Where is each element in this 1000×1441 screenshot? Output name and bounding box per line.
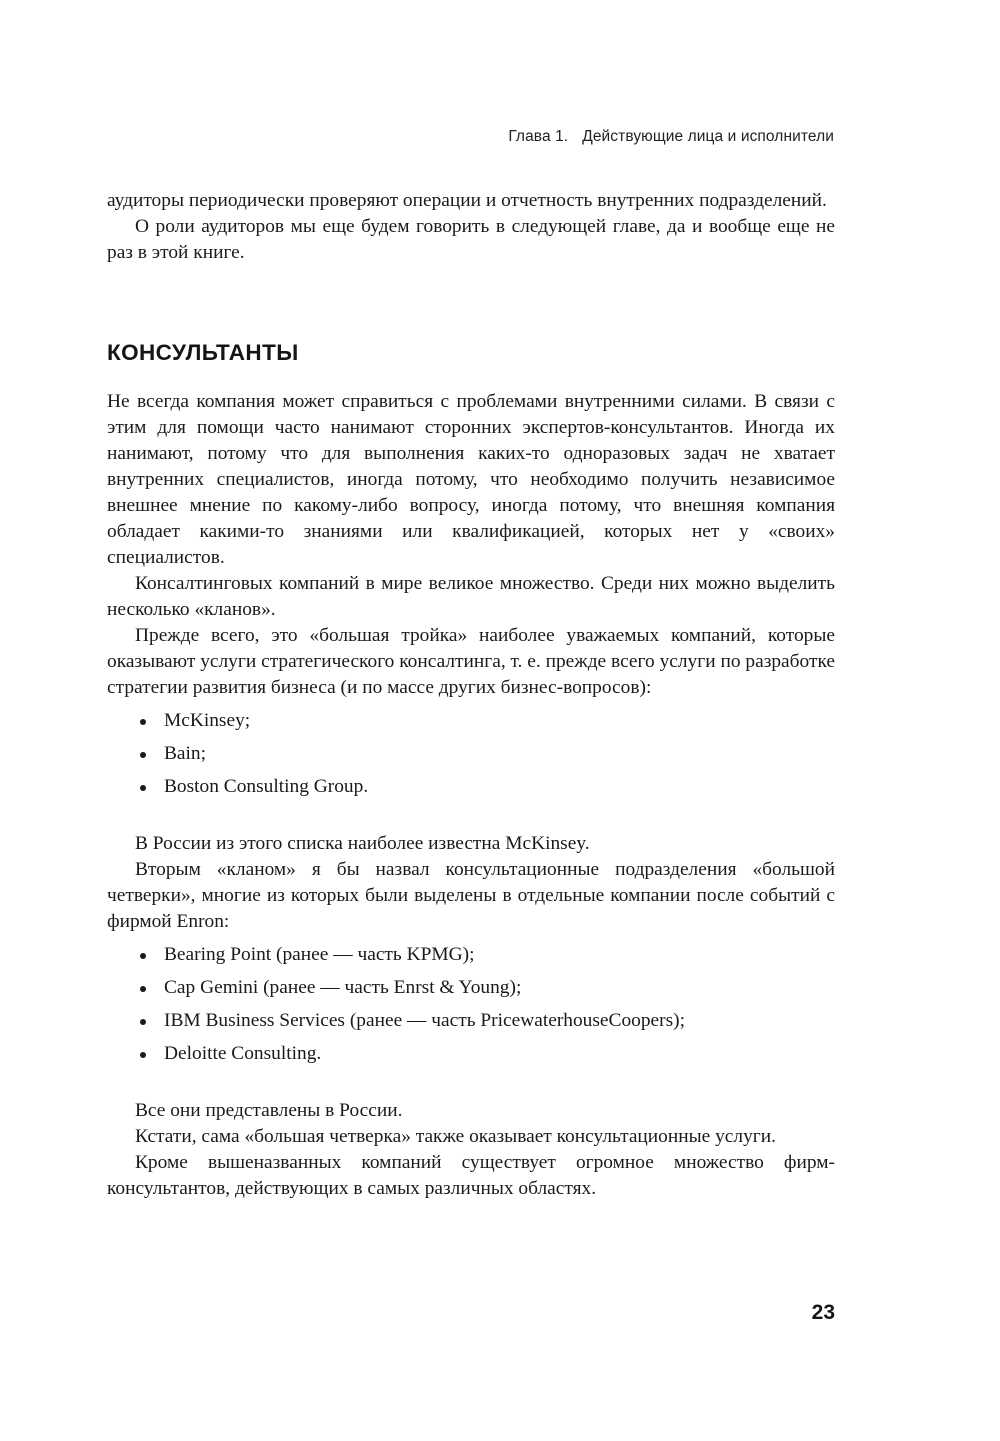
list-item [107,975,835,1008]
bullet-list-big-four [107,942,835,1074]
bullet-list-big-three [107,708,835,807]
list-item-text: McKinsey; [164,710,251,731]
bullet-icon [140,1052,146,1058]
paragraph: В России из этого списка наиболее известна McKinsey. [135,833,590,854]
list-item [107,708,835,741]
list-item-text: Cap Gemini (ранее — часть Enrst & Young); [164,977,522,998]
list-item-text: IBM Business Services (ранее — часть PricewaterhouseCoopers); [164,1010,686,1031]
paragraph: Все они представлены в России. [135,1100,403,1121]
paragraph: О роли аудиторов мы еще будем говорить в следующей главе, да и вообще еще не раз в этой книге. [107,216,835,263]
bullet-icon [140,752,146,758]
paragraph: Прежде всего, это «большая тройка» наиболее уважаемых компаний, которые оказывают услуги стратегического консалтинга, т. е. прежде всего услуги по разработке стратегии развития бизнеса (и по массе других бизнес-вопросов): [107,625,835,698]
paragraph: Консалтинговых компаний в мире великое множество. Среди них можно выделить несколько «кланов». [107,573,835,620]
list-item-text: Boston Consulting Group. [164,776,369,797]
list-item-text: Bearing Point (ранее — часть KPMG); [164,944,475,965]
intro-text [107,188,835,266]
paragraph: Кстати, сама «большая четверка» также оказывает консультационные услуги. [135,1126,776,1147]
section-heading: КОНСУЛЬТАНТЫ [107,340,299,365]
running-header [508,128,834,146]
bullet-icon [140,1019,146,1025]
paragraph: Не всегда компания может справиться с проблемами внутренними силами. В связи с этим для помощи часто нанимают сторонних экспертов-консультантов. Иногда их нанимают, потому что для выполнения каких-то одноразовых задач не хватает внутренних специалистов, иногда потому, что необходимо получить независимое внешнее мнение по какому-либо вопросу, иногда потому, что внешняя компания обладает какими-то знаниями или квалификацией, которых нет у «своих» специалистов. [107,391,835,568]
list-item [107,774,835,807]
list-item-text: Deloitte Consulting. [164,1043,322,1064]
bullet-icon [140,953,146,959]
paragraph: Вторым «кланом» я бы назвал консультационные подразделения «большой четверки», многие из которых были выделены в отдельные компании после событий с фирмой Enron: [107,859,835,932]
page-number: 23 [811,1301,835,1324]
chapter-title: Действующие лица и исполнители [582,128,834,145]
section-body [107,389,835,1202]
chapter-number: Глава 1. [508,128,569,145]
paragraph: аудиторы периодически проверяют операции и отчетность внутренних подразделений. [107,190,827,211]
paragraph: Кроме вышеназванных компаний существует огромное множество фирм-консультантов, действующих в самых различных областях. [107,1152,835,1199]
bullet-icon [140,986,146,992]
list-item [107,741,835,774]
bullet-icon [140,719,146,725]
list-item-text: Bain; [164,743,207,764]
list-item [107,1008,835,1041]
list-item [107,1041,835,1074]
bullet-icon [140,785,146,791]
list-item [107,942,835,975]
